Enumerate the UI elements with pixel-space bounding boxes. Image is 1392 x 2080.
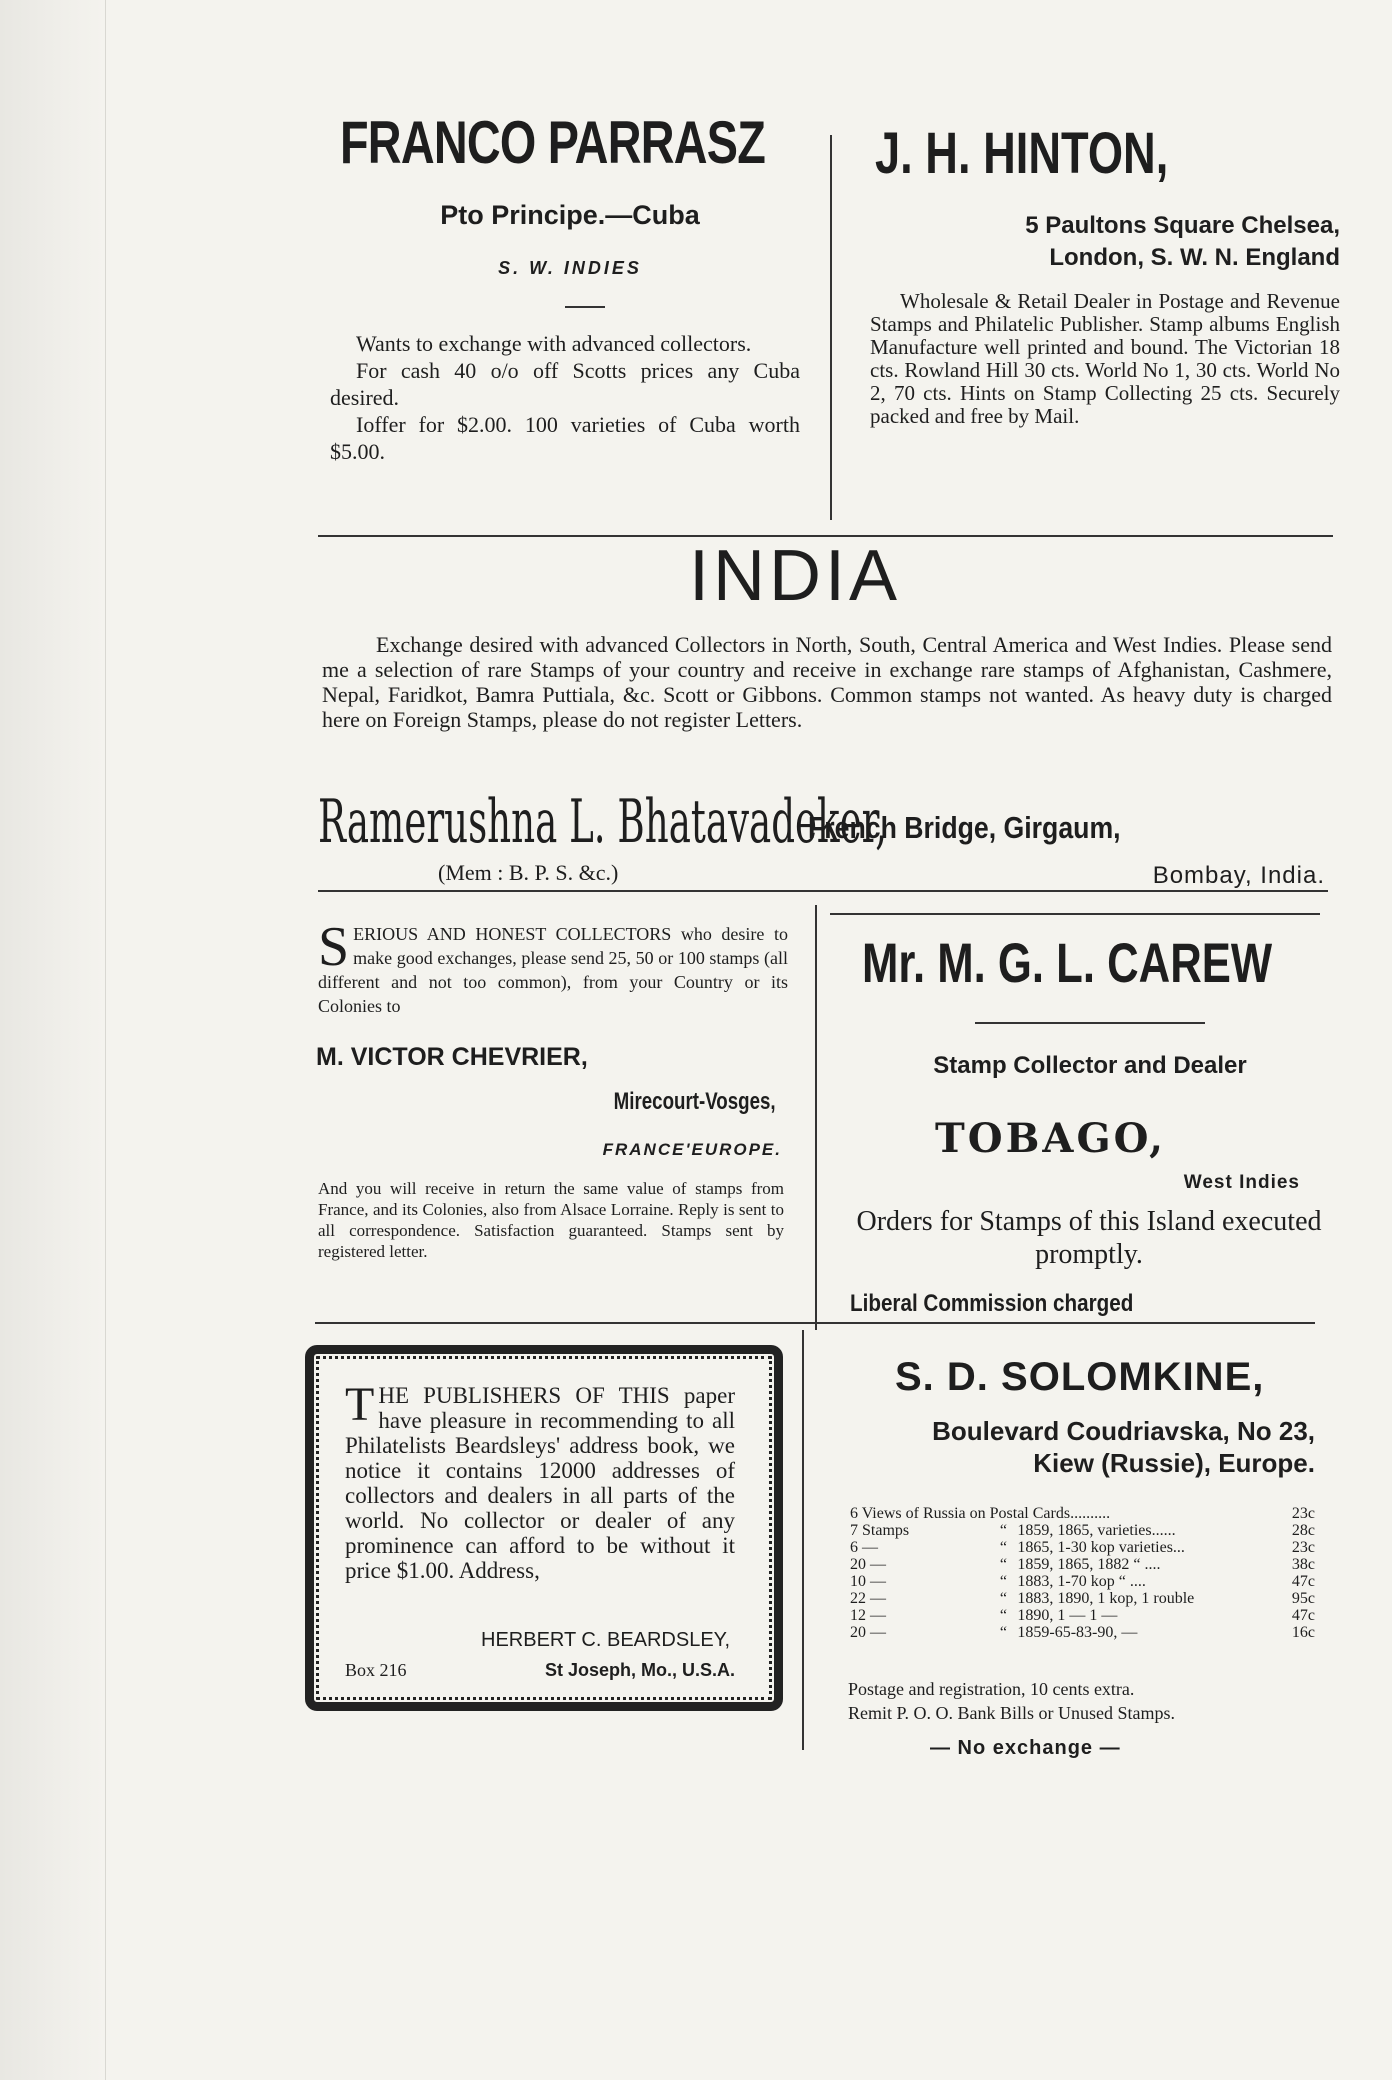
price-list-cell: “: [999, 1590, 1007, 1607]
price-list-cell: 6 Views of Russia on Postal Cards..........: [850, 1505, 1111, 1522]
price-list-row: [850, 1573, 1315, 1590]
franco-line-3: Ioffer for $2.00. 100 varieties of Cuba worth $5.00.: [330, 412, 800, 464]
india-body-text: Exchange desired with advanced Collectors in North, South, Central America and West Indies. Please send me a selection of rare Stamps of your country and receive in exchange rare stamps of Afghanistan, Cashmere, Nepal, Faridkot, Bamra Puttiala, &c. Scott or Gibbons. Common stamps not wanted. As heavy duty is charged here on Foreign Stamps, please do not register Letters.: [322, 632, 1332, 732]
india-address: French Bridge, Girgaum,: [808, 810, 1121, 845]
publishers-signature: HERBERT C. BEARDSLEY,: [481, 1629, 730, 1651]
hinton-address: [860, 210, 1340, 274]
price-list-row: [850, 1590, 1315, 1607]
carew-body: Orders for Stamps of this Island executed promptly.: [856, 1206, 1322, 1270]
publishers-notice: [345, 1378, 735, 1583]
publishers-drop-cap: T: [345, 1378, 375, 1431]
column-divider-top: [830, 135, 832, 520]
chevrier-drop-cap: S: [318, 916, 350, 978]
price-list-cell: “: [999, 1556, 1007, 1573]
price-list-cell: 1859, 1865, 1882 “ ....: [1017, 1556, 1161, 1573]
solomkine-no-exchange: — No exchange —: [930, 1737, 1121, 1759]
chevrier-offer-text: And you will receive in return the same value of stamps from France, and its Colonies, also from Alsace Lorraine. Reply is sent to all correspondence. Satisfaction guaranteed. Stamps sent by registered letter.: [318, 1179, 784, 1261]
franco-region: S. W. INDIES: [498, 258, 642, 278]
price-list-row: [850, 1539, 1315, 1556]
chevrier-intro-text: ERIOUS AND HONEST COLLECTORS who desire to make good exchanges, please send 25, 50 or 100 stamps (all different and not too common), from your Country or its Colonies to: [318, 924, 788, 1016]
franco-city: Pto Principe.—Cuba: [440, 200, 700, 230]
price-list-row: [850, 1556, 1315, 1573]
price-list-cell: “: [999, 1573, 1007, 1590]
india-membership: (Mem : B. P. S. &c.): [438, 860, 619, 885]
price-list-cell: 23c: [1291, 1539, 1315, 1556]
chevrier-country: FRANCE'EUROPE.: [602, 1140, 782, 1159]
price-list-cell: 20 —: [850, 1624, 886, 1641]
price-list-cell: “: [999, 1607, 1007, 1624]
carew-name: Mr. M. G. L. CAREW: [862, 931, 1273, 994]
price-list-cell: 1883, 1890, 1 kop, 1 rouble: [1017, 1590, 1195, 1607]
price-list-cell: 38c: [1291, 1556, 1315, 1573]
chevrier-intro: [318, 916, 788, 1018]
solomkine-footer-line-2: Remit P. O. O. Bank Bills or Unused Stamps.: [848, 1703, 1176, 1723]
price-list-row: [850, 1522, 1315, 1539]
price-list-cell: 1859, 1865, varieties......: [1017, 1522, 1176, 1539]
solomkine-price-list: [850, 1505, 1315, 1641]
india-body: [322, 632, 1332, 732]
price-list-row: [850, 1505, 1315, 1522]
chevrier-name: M. VICTOR CHEVRIER,: [316, 1043, 588, 1071]
price-list-cell: 1865, 1-30 kop varieties...: [1017, 1539, 1185, 1556]
carew-island: TOBAGO,: [935, 1115, 1167, 1162]
price-list-cell: “: [999, 1522, 1007, 1539]
price-list-cell: 22 —: [850, 1590, 886, 1607]
divider-below-india: [318, 890, 1328, 892]
franco-name: FRANCO PARRASZ: [340, 109, 766, 176]
franco-body: [330, 330, 800, 465]
column-divider-middle: [815, 905, 817, 1330]
carew-region: West Indies: [1183, 1172, 1300, 1193]
chevrier-town: Mirecourt-Vosges,: [614, 1088, 776, 1115]
solomkine-footer: [848, 1677, 1328, 1725]
price-list-cell: 47c: [1291, 1607, 1315, 1624]
carew-role: Stamp Collector and Dealer: [933, 1052, 1247, 1079]
price-list-row: [850, 1624, 1315, 1641]
solomkine-address-line-1: Boulevard Coudriavska, No 23,: [932, 1416, 1315, 1446]
carew-divider: [975, 1022, 1205, 1024]
price-list-cell: 16c: [1291, 1624, 1315, 1641]
franco-line-2: For cash 40 o/o off Scotts prices any Cuba desired.: [330, 358, 800, 410]
price-list-cell: “: [999, 1539, 1007, 1556]
india-advertiser-name: Ramerushna L. Bhatavadeker,: [318, 787, 888, 857]
franco-divider: [565, 306, 605, 308]
price-list-cell: 23c: [1291, 1505, 1315, 1522]
price-list-cell: 10 —: [850, 1573, 886, 1590]
carew-footer: Liberal Commission charged: [850, 1290, 1134, 1317]
india-city: Bombay, India.: [1152, 862, 1325, 889]
price-list-row: [850, 1607, 1315, 1624]
publishers-city: St Joseph, Mo., U.S.A.: [544, 1660, 735, 1680]
page-binding-shadow: [0, 0, 106, 2080]
publishers-notice-text: HE PUBLISHERS OF THIS paper have pleasure in recommending to all Philatelists Beardsleys' address book, we notice it contains 12000 addresses of collectors and dealers in all parts of the world. No collector or dealer of any prominence can afford to be without it price $1.00. Address,: [345, 1383, 735, 1583]
india-title: INDIA: [688, 536, 902, 616]
divider-right-col: [830, 913, 1320, 915]
divider-bottom-row: [315, 1322, 1315, 1324]
price-list-cell: 1890, 1 — 1 —: [1017, 1607, 1118, 1624]
hinton-address-line-1: 5 Paultons Square Chelsea,: [1025, 212, 1340, 239]
solomkine-address-line-2: Kiew (Russie), Europe.: [1033, 1448, 1315, 1478]
chevrier-offer: [318, 1178, 784, 1262]
price-list-cell: “: [999, 1624, 1007, 1641]
price-list-cell: 6 —: [850, 1539, 878, 1556]
price-list-cell: 28c: [1291, 1522, 1315, 1539]
price-list-cell: 1883, 1-70 kop “ ....: [1017, 1573, 1146, 1590]
hinton-body: [870, 290, 1340, 428]
hinton-address-line-2: London, S. W. N. England: [1049, 244, 1340, 271]
solomkine-footer-line-1: Postage and registration, 10 cents extra.: [848, 1679, 1135, 1699]
solomkine-name: S. D. SOLOMKINE,: [895, 1355, 1265, 1399]
price-list-cell: 12 —: [850, 1607, 886, 1624]
price-list-cell: 95c: [1291, 1590, 1315, 1607]
franco-line-1: Wants to exchange with advanced collectors.: [356, 331, 752, 356]
price-list-cell: 20 —: [850, 1556, 886, 1573]
price-list-cell: 7 Stamps: [850, 1522, 910, 1539]
price-list-cell: 47c: [1291, 1573, 1315, 1590]
solomkine-address: [845, 1415, 1315, 1479]
price-list-cell: 1859-65-83-90, —: [1017, 1624, 1138, 1641]
column-divider-bottom: [802, 1330, 804, 1750]
hinton-name: J. H. HINTON,: [875, 121, 1169, 186]
publishers-box: Box 216: [345, 1660, 407, 1680]
hinton-body-text: Wholesale & Retail Dealer in Postage and Revenue Stamps and Philatelic Publisher. Stamp albums English Manufacture well printed and bound. The Victorian 18 cts. Rowland Hill 30 cts. World No 1, 30 cts. World No 2, 70 cts. Hints on Stamp Collecting 25 cts. Securely packed and free by Mail.: [870, 289, 1340, 428]
